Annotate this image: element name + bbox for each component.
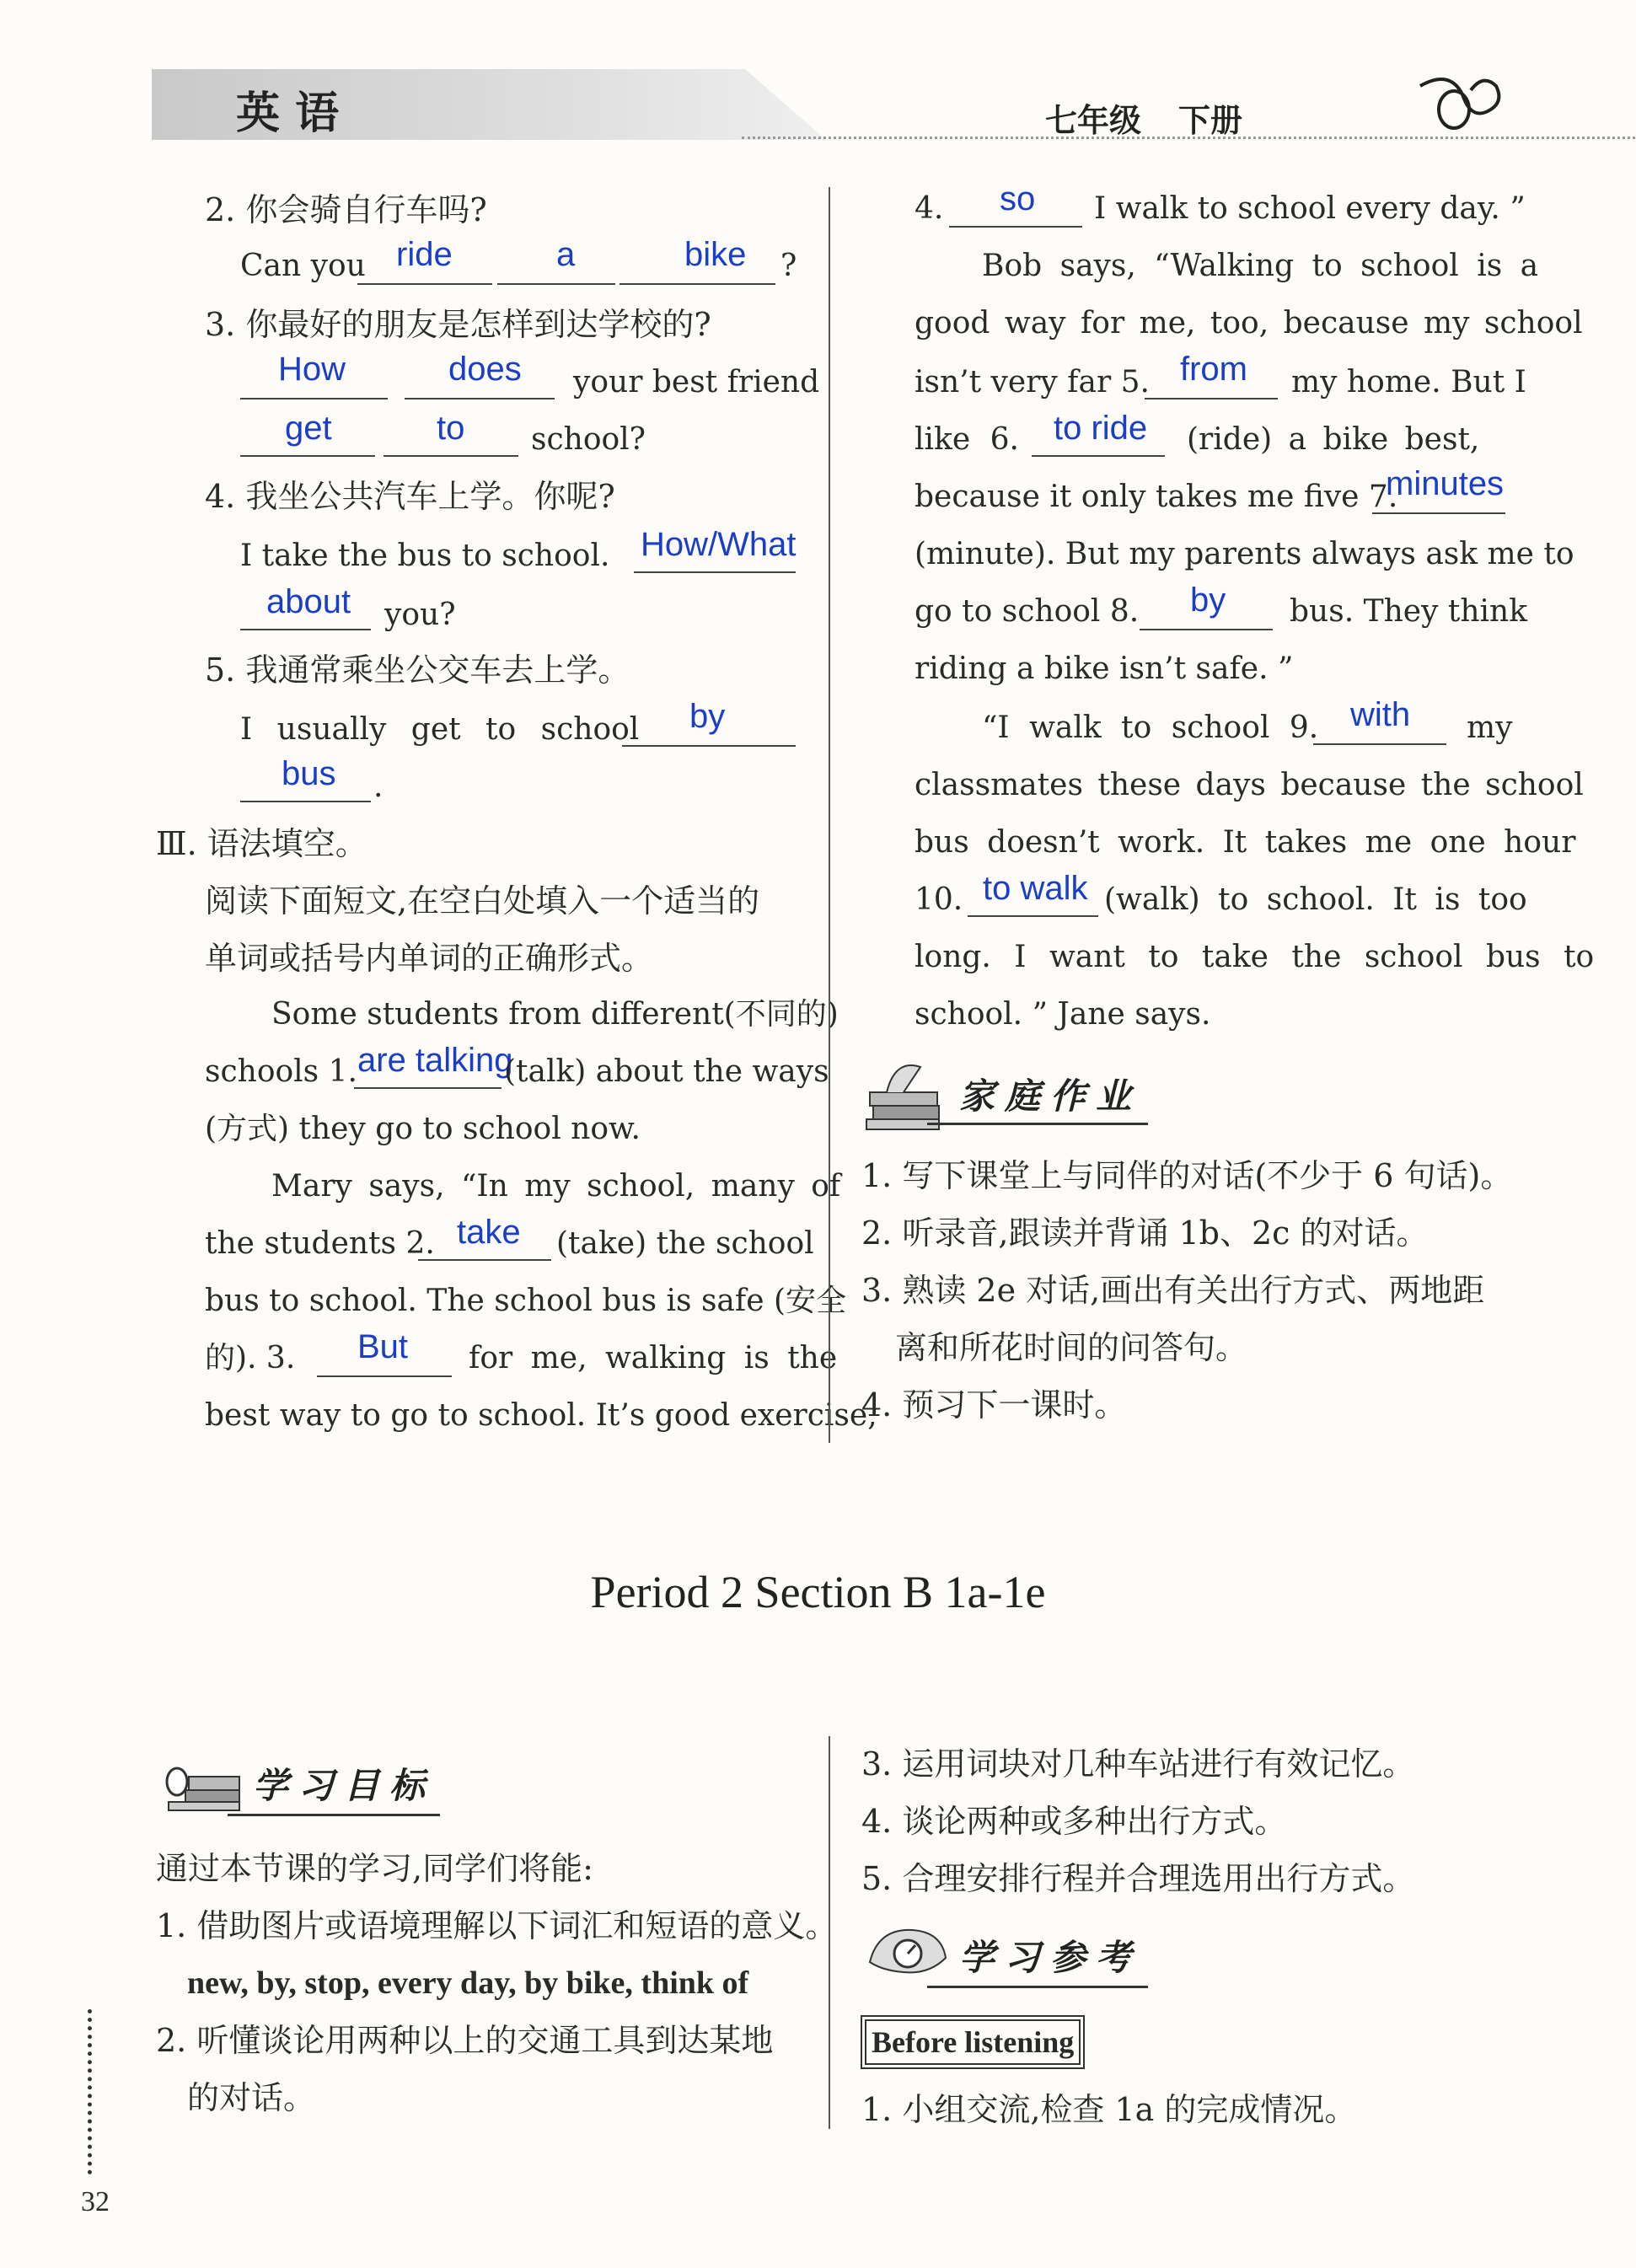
answer: by: [689, 698, 726, 735]
passage-line: good way for me, too, because my school: [915, 306, 1583, 340]
goal-item: 1. 借助图片或语境理解以下词汇和短语的意义。: [156, 1907, 838, 1944]
passage-line: (talk) about the ways: [504, 1054, 829, 1089]
homework-item: 1. 写下课堂上与同伴的对话(不少于 6 句话)。: [861, 1157, 1513, 1194]
answer: a: [556, 236, 576, 273]
q2-en-pre: Can you: [240, 249, 366, 283]
answer: does: [448, 351, 522, 388]
passage-line: because it only takes me five 7.: [915, 480, 1398, 514]
homework-item: 离和所花时间的问答句。: [895, 1329, 1248, 1366]
part3-instructions-2: 单词或括号内单词的正确形式。: [205, 940, 654, 977]
passage-line: (ride) a bike best,: [1187, 422, 1480, 457]
header-volume: 下册: [1178, 102, 1243, 139]
goals-intro: 通过本节课的学习,同学们将能:: [156, 1850, 593, 1887]
blank: [418, 1259, 551, 1261]
blank: [354, 1087, 502, 1089]
passage-line: “I walk to school 9.: [982, 710, 1319, 745]
q3-line1-end: your best friend: [573, 365, 820, 399]
column-divider: [829, 187, 830, 1443]
q5-en-pre: I usually get to school: [240, 712, 640, 747]
goals-title: 学习目标: [253, 1765, 436, 1806]
homework-item: 3. 熟读 2e 对话,画出有关出行方式、两地距: [861, 1272, 1485, 1309]
q5-line2-end: .: [373, 769, 384, 804]
answer: to walk: [983, 870, 1088, 907]
passage-line: schools 1.: [205, 1054, 357, 1089]
blank: [949, 226, 1082, 228]
goal-item: 的对话。: [187, 2079, 316, 2116]
goal-item: 4. 谈论两种或多种出行方式。: [861, 1803, 1287, 1840]
blank: [240, 398, 388, 399]
passage-line: go to school 8.: [915, 594, 1140, 629]
passage-line: isn’t very far 5.: [915, 365, 1150, 399]
answer: so: [1000, 180, 1036, 217]
header-ornament-icon: [1416, 69, 1509, 137]
reference-compass-icon: [861, 1911, 954, 1987]
passage-line: 10.: [915, 882, 963, 917]
passage-line: long. I want to take the school bus to: [915, 940, 1595, 974]
blank: [317, 1375, 452, 1377]
blank: [405, 398, 555, 399]
answer: with: [1350, 696, 1411, 733]
answer: minutes: [1386, 465, 1505, 502]
homework-item: 2. 听录音,跟读并背诵 1b、2c 的对话。: [861, 1214, 1429, 1252]
answer: take: [457, 1214, 521, 1251]
q2-prompt: 2. 你会骑自行车吗?: [205, 191, 487, 228]
page-number: 32: [81, 2186, 110, 2217]
passage-line: I walk to school every day. ”: [1094, 191, 1526, 226]
passage-line: school. ” Jane says.: [915, 997, 1211, 1032]
passage-line: best way to go to school. It’s good exercise,: [205, 1398, 877, 1433]
passage-line: bus doesn’t work. It takes me one hour: [915, 825, 1576, 860]
goal-item: 2. 听懂谈论用两种以上的交通工具到达某地: [156, 2022, 774, 2059]
period-title: Period 2 Section B 1a-1e: [590, 1567, 1046, 1617]
reference-underline: [927, 1986, 1148, 1988]
q4-prompt: 4. 我坐公共汽车上学。你呢?: [205, 478, 615, 515]
passage-line: riding a bike isn’t safe. ”: [915, 651, 1294, 686]
q5-prompt: 5. 我通常乘坐公交车去上学。: [205, 651, 630, 689]
reference-title: 学习参考: [959, 1937, 1142, 1978]
blank: [1313, 743, 1446, 745]
part3-instructions-1: 阅读下面短文,在空白处填入一个适当的: [205, 882, 760, 920]
passage-line: (walk) to school. It is too: [1104, 882, 1527, 917]
blank: [357, 283, 492, 285]
answer: ride: [396, 236, 453, 273]
q3-line2-end: school?: [531, 422, 646, 457]
answer: from: [1180, 351, 1247, 388]
blank: [620, 283, 775, 285]
answer: How: [278, 351, 346, 388]
q4-en-pre: I take the bus to school.: [240, 539, 610, 573]
passage-line: (take) the school: [556, 1226, 814, 1261]
blank: [497, 283, 615, 285]
answer: by: [1190, 582, 1226, 619]
header-grade: 七年级: [1045, 102, 1142, 139]
homework-title: 家庭作业: [959, 1075, 1142, 1117]
passage-line: my home. But I: [1291, 365, 1526, 399]
passage-line: 的). 3.: [205, 1341, 296, 1375]
margin-dotted-line: [88, 2009, 92, 2174]
header-subject: 英 语: [236, 88, 340, 139]
blank: [384, 455, 518, 457]
answer: about: [266, 583, 351, 620]
blank: [634, 571, 796, 573]
answer: But: [357, 1328, 409, 1365]
page-header: [152, 66, 1509, 147]
q2-en-end: ?: [780, 249, 797, 283]
bottom-column-divider: [829, 1736, 830, 2129]
blank: [968, 915, 1098, 917]
passage-line: bus. They think: [1290, 594, 1528, 629]
passage-line: Mary says, “In my school, many of: [271, 1169, 841, 1204]
passage-line: like 6.: [915, 422, 1019, 457]
before-listening-box: Before listening: [865, 2019, 1081, 2065]
homework-item: 4. 预习下一课时。: [861, 1386, 1127, 1424]
answer: get: [285, 410, 332, 447]
goal-vocabulary: new, by, stop, every day, by bike, think of: [187, 1965, 749, 2001]
passage-line: for me, walking is the: [469, 1341, 838, 1375]
homework-books-icon: [861, 1050, 954, 1134]
passage-line: (minute). But my parents always ask me to: [915, 537, 1574, 571]
q3-prompt: 3. 你最好的朋友是怎样到达学校的?: [205, 306, 711, 343]
passage-line: my: [1467, 710, 1513, 745]
blank: [240, 801, 371, 802]
blank: [1140, 629, 1273, 630]
answer: bus: [282, 755, 336, 792]
passage-line: classmates these days because the school: [915, 768, 1584, 802]
passage-line: 4.: [915, 191, 944, 226]
reference-item: 1. 小组交流,检查 1a 的完成情况。: [861, 2091, 1357, 2128]
blank: [1032, 455, 1165, 457]
passage-line: Some students from different(不同的): [271, 997, 839, 1032]
answer: bike: [684, 236, 747, 273]
answer: How/What: [641, 526, 797, 563]
answer: to: [437, 410, 465, 447]
passage-line: bus to school. The school bus is safe (安全: [205, 1284, 847, 1318]
goal-item: 5. 合理安排行程并合理选用出行方式。: [861, 1860, 1415, 1897]
passage-line: (方式) they go to school now.: [205, 1112, 641, 1146]
answer: are talking: [357, 1042, 513, 1079]
answer: to ride: [1054, 410, 1148, 447]
blank: [240, 455, 375, 457]
blank: [622, 745, 796, 747]
q4-line2-end: you?: [384, 598, 456, 632]
blank: [1372, 512, 1505, 514]
passage-line: Bob says, “Walking to school is a: [982, 249, 1539, 283]
goals-underline: [228, 1814, 440, 1816]
blank: [240, 629, 371, 630]
homework-underline: [927, 1123, 1148, 1125]
part3-title: Ⅲ. 语法填空。: [156, 825, 367, 862]
blank: [1145, 398, 1278, 399]
passage-line: the students 2.: [205, 1226, 435, 1261]
goals-books-icon: [152, 1748, 244, 1815]
goal-item: 3. 运用词块对几种车站进行有效记忆。: [861, 1745, 1415, 1783]
